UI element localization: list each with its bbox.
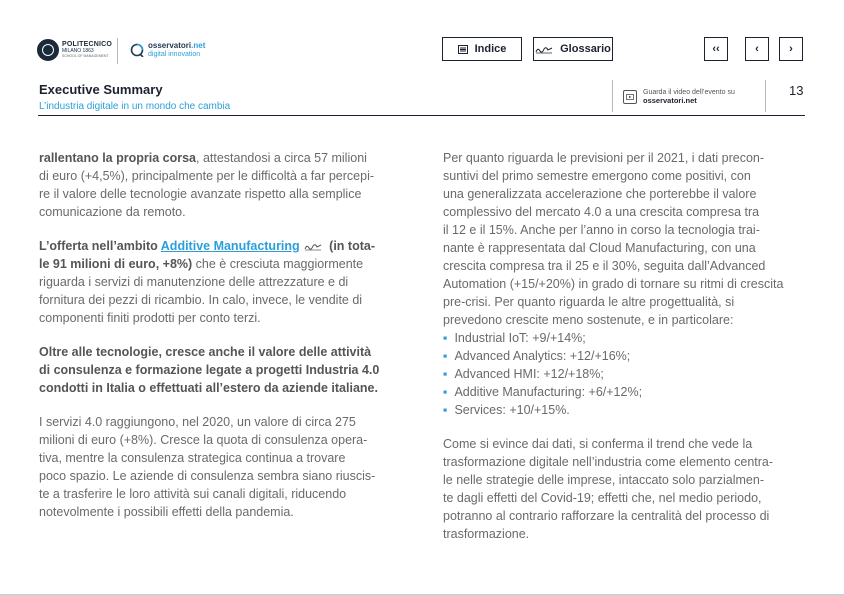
list-item: ▪ Additive Manufacturing: +6/+12%; bbox=[443, 385, 643, 399]
video-icon bbox=[623, 90, 637, 104]
bullet-icon: ▪ bbox=[443, 385, 448, 399]
paragraph-line: poco spazio. Le aziende di consulenza sembra siano riuscis- bbox=[39, 469, 376, 483]
previous-page-button[interactable] bbox=[745, 37, 769, 61]
paragraph-line: condotti in Italia o effettuati all’estero da aziende italiane. bbox=[39, 381, 378, 395]
logo-line-1: POLITECNICO bbox=[62, 41, 113, 49]
paragraph-line: tiva, mentre la consulenza strategica continua a trovare bbox=[39, 451, 346, 465]
page-number-divider bbox=[765, 80, 766, 112]
paragraph-line: una generalizzata accelerazione che porterebbe il valore bbox=[443, 187, 757, 201]
bullet-icon: ▪ bbox=[443, 331, 448, 345]
list-icon bbox=[458, 45, 468, 54]
glossary-icon[interactable] bbox=[304, 238, 322, 256]
paragraph-line: il 12 e il 15%. Anche per l’anno in corso la tecnologia trai- bbox=[443, 223, 760, 237]
glossary-icon bbox=[535, 45, 553, 54]
bullet-icon: ▪ bbox=[443, 367, 448, 381]
osservatori-name: osservatori bbox=[148, 41, 192, 50]
osservatori-tld: .net bbox=[191, 41, 206, 50]
chevron-right-icon: › bbox=[789, 43, 793, 55]
video-site: osservatori.net bbox=[643, 95, 697, 105]
paragraph-line: nante è rappresentata dal Cloud Manufacturing, con una bbox=[443, 241, 756, 255]
paragraph-line: Come si evince dai dati, si conferma il trend che vede la bbox=[443, 437, 753, 451]
logo-line-3: SCHOOL OF MANAGEMENT bbox=[62, 54, 109, 59]
next-page-button[interactable] bbox=[779, 37, 803, 61]
bullet-icon: ▪ bbox=[443, 403, 448, 417]
osservatori-tagline: digital innovation bbox=[148, 51, 201, 58]
paragraph-line: rallentano la propria corsa, attestandosi a circa 57 milioni bbox=[39, 151, 367, 165]
list-item: ▪ Industrial IoT: +9/+14%; bbox=[443, 331, 586, 345]
chevron-left-icon: ‹ bbox=[755, 43, 759, 55]
logo-divider bbox=[117, 38, 118, 64]
page-subtitle: L’industria digitale in un mondo che cambia bbox=[39, 101, 231, 112]
paragraph-line: trasformazione. bbox=[443, 527, 530, 541]
paragraph-line: pre-crisi. Per quanto riguarda le altre progettualità, si bbox=[443, 295, 735, 309]
list-item: ▪ Services: +10/+15%. bbox=[443, 403, 570, 417]
page-title: Executive Summary bbox=[39, 82, 163, 97]
paragraph-line: comunicazione da remoto. bbox=[39, 205, 186, 219]
list-item: ▪ Advanced HMI: +12/+18%; bbox=[443, 367, 604, 381]
paragraph-line: complessivo del mercato 4.0 a una crescita compresa tra bbox=[443, 205, 760, 219]
list-item: ▪ Advanced Analytics: +12/+16%; bbox=[443, 349, 631, 363]
right-column bbox=[443, 149, 805, 543]
paragraph-line: suntivi del primo semestre emergono come positivi, con bbox=[443, 169, 751, 183]
left-column bbox=[39, 149, 401, 521]
double-chevron-left-icon: ‹‹ bbox=[712, 43, 720, 55]
logo-line-2: MILANO 1863 bbox=[62, 48, 94, 55]
additive-manufacturing-link[interactable]: Additive Manufacturing bbox=[160, 239, 300, 253]
paragraph-line: te dagli effetti del Covid-19; effetti che, nel medio periodo, bbox=[443, 491, 762, 505]
paragraph-line: re il valore delle tecnologie avanzate rispetto alla semplice bbox=[39, 187, 362, 201]
bullet-icon: ▪ bbox=[443, 349, 448, 363]
first-page-button[interactable] bbox=[704, 37, 728, 61]
paragraph-line: notevolmente i possibili effetti della pandemia. bbox=[39, 505, 294, 519]
paragraph-line: di consulenza e formazione legate a progetti Industria 4.0 bbox=[39, 363, 380, 377]
video-link[interactable] bbox=[613, 83, 765, 111]
paragraph-line: potranno al contrario rafforzare la centralità del processo di bbox=[443, 509, 770, 523]
paragraph-line: le nelle strategie delle imprese, intaccato solo parzialmen- bbox=[443, 473, 764, 487]
paragraph-line: Per quanto riguarda le previsioni per il 2021, i dati precon- bbox=[443, 151, 765, 165]
paragraph-line: prevedono crescite meno sostenute, e in particolare: bbox=[443, 313, 734, 327]
paragraph-line: te a trasferire le loro attività sui canali digitali, riducendo bbox=[39, 487, 347, 501]
glossario-label: Glossario bbox=[560, 43, 611, 55]
paragraph-line: trasformazione digitale nell’industria come elemento centra- bbox=[443, 455, 774, 469]
politecnico-seal-icon bbox=[37, 39, 59, 61]
paragraph-line: L’offerta nell’ambito Additive Manufacturing (in tota- bbox=[39, 237, 401, 255]
video-text: Guarda il video dell’evento su bbox=[643, 88, 735, 96]
paragraph-line: crescita compresa tra il 25 e il 30%, seguita dall’Advanced bbox=[443, 259, 766, 273]
paragraph-line: Oltre alle tecnologie, cresce anche il valore delle attività bbox=[39, 345, 372, 359]
paragraph-line: Automation (+15/+20%) in grado di tornare su ritmi di crescita bbox=[443, 277, 784, 291]
paragraph-line: riguarda i servizi di manutenzione delle attrezzature e di bbox=[39, 275, 349, 289]
indice-button[interactable] bbox=[442, 37, 522, 61]
osservatori-logo bbox=[130, 40, 205, 60]
paragraph-line: I servizi 4.0 raggiungono, nel 2020, un valore di circa 275 bbox=[39, 415, 356, 429]
header-rule bbox=[38, 115, 805, 116]
indice-label: Indice bbox=[474, 43, 507, 55]
osservatori-mark-icon bbox=[130, 43, 144, 57]
paragraph-line: di euro (+4,5%), principalmente per le difficoltà a far percepi- bbox=[39, 169, 375, 183]
paragraph-line: fornitura dei pezzi di ricambio. In calo, invece, le vendite di bbox=[39, 293, 363, 307]
paragraph-line: milioni di euro (+8%). Cresce la quota di consulenza opera- bbox=[39, 433, 368, 447]
page-number: 13 bbox=[789, 83, 804, 98]
paragraph-line: le 91 milioni di euro, +8%) che è cresciuta maggiormente bbox=[39, 257, 364, 271]
glossario-button[interactable] bbox=[533, 37, 613, 61]
politecnico-logo bbox=[37, 39, 117, 61]
paragraph-line: componenti finiti prodotti per conto terzi. bbox=[39, 311, 261, 325]
